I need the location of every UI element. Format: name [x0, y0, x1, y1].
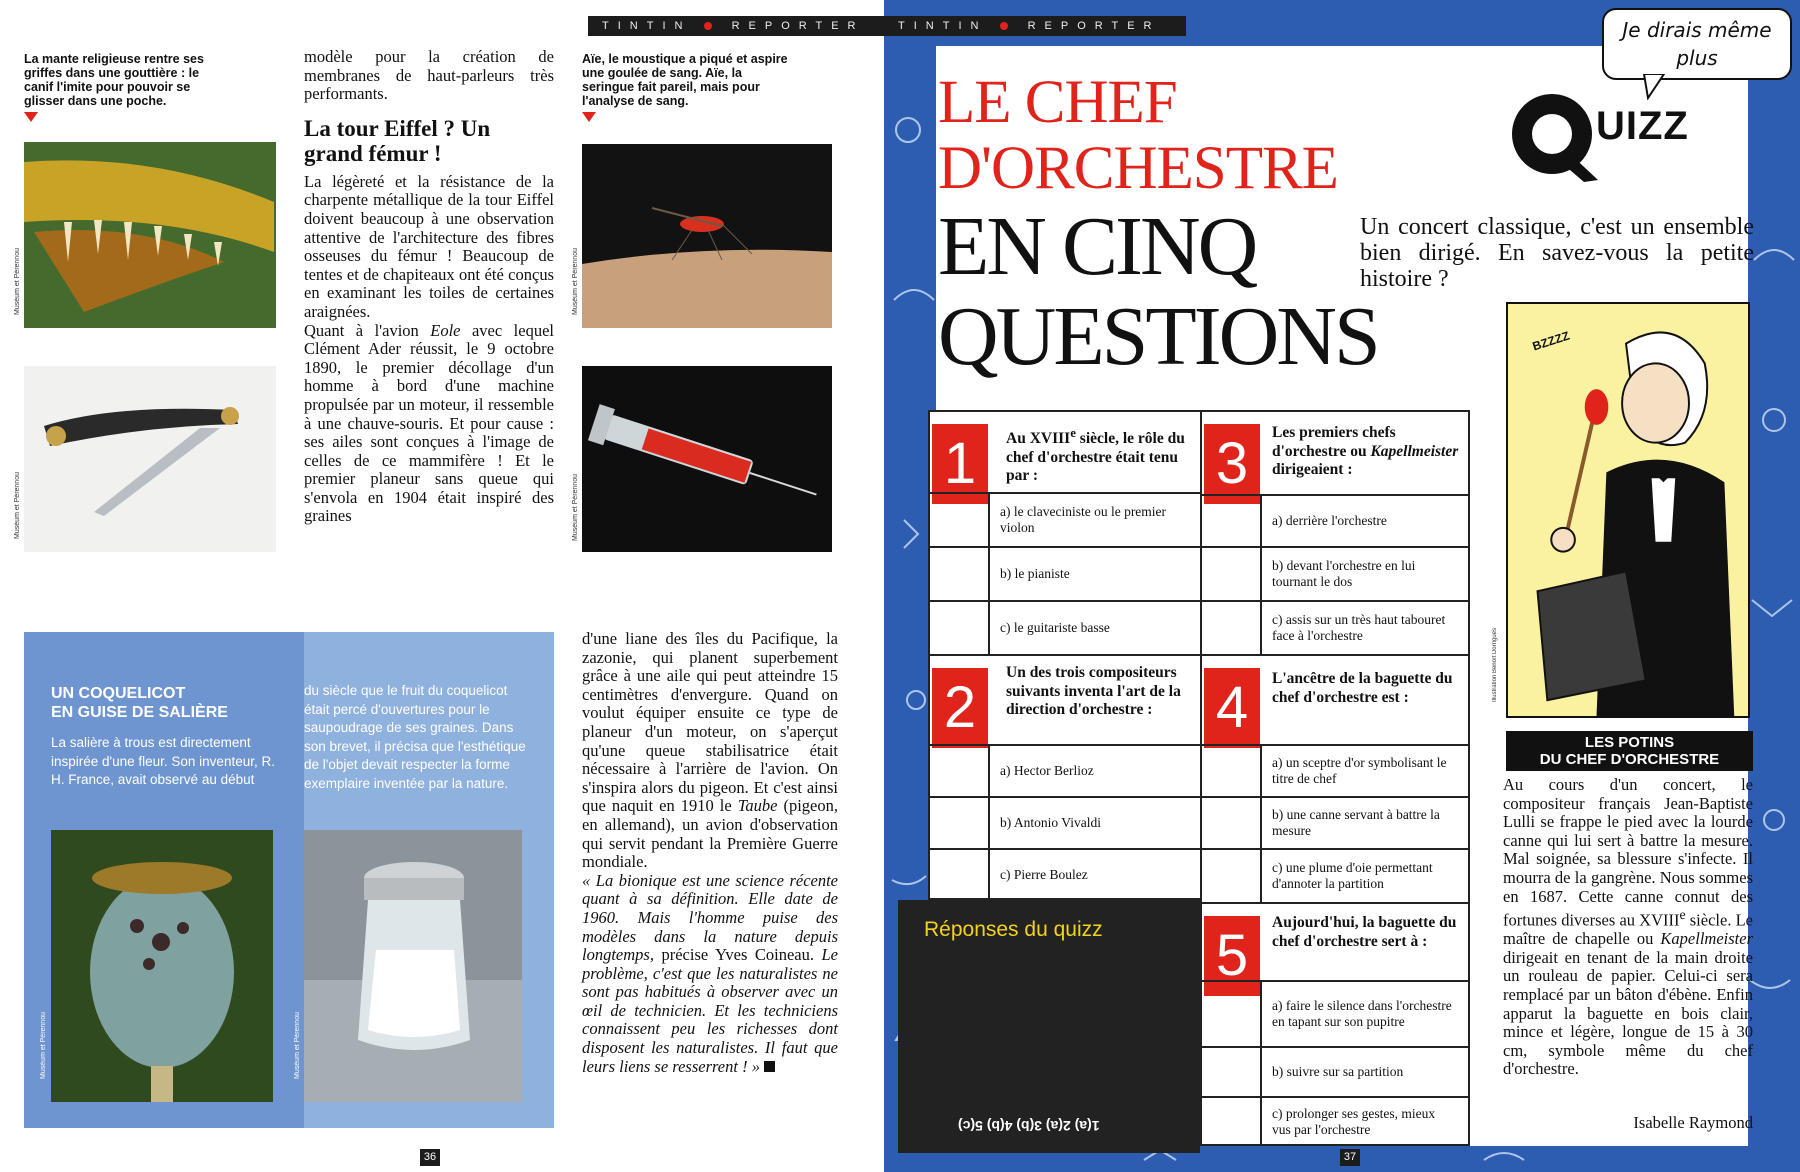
answer-checkbox[interactable] — [930, 548, 990, 600]
q3-text-a: Les premiers chefs d'orchestre ou — [1272, 424, 1396, 460]
quote-a: « La bionique est une science récente quant à sa définition. Elle date de 1960. Mais l'homme puise des modèles dans la nature depuis longtemps, — [582, 870, 838, 965]
potins-title-line2: DU CHEF D'ORCHESTRE — [1539, 751, 1720, 768]
potins-sup: e — [1679, 907, 1686, 923]
shaker-credit: Muséum et Pérennou — [294, 1012, 301, 1079]
answer-3a-text: a) derrière l'orchestre — [1272, 513, 1387, 528]
answer-1c[interactable] — [930, 600, 1200, 654]
poppy-pod-photo — [51, 830, 273, 1102]
potins-author: Isabelle Raymond — [1633, 1113, 1753, 1132]
answer-5c[interactable] — [1202, 1096, 1468, 1146]
eole-italic: Eole — [430, 320, 461, 340]
page-number-right: 37 — [1340, 1149, 1360, 1166]
caption-marker-icon — [582, 112, 596, 122]
quiz-column-right — [1200, 410, 1470, 1146]
title-line-3: EN CINQ — [938, 200, 1256, 293]
sound-effect: BZZZZ — [1530, 328, 1572, 354]
answer-2b[interactable] — [930, 796, 1200, 848]
question-1 — [930, 412, 1200, 654]
eiffel-paragraph-2 — [304, 322, 554, 527]
left-page — [0, 0, 884, 1172]
answer-5a-text: a) faire le silence dans l'orchestre en tapant sur son pupitre — [1272, 998, 1452, 1029]
series-word-reporter: REPORTER — [1027, 20, 1161, 32]
poppy-credit: Muséum et Pérennou — [40, 1012, 47, 1079]
mosquito-caption: Aïe, le moustique a piqué et aspire une goulée de sang. Aïe, la seringue fait pareil, mais pour l'analyse de sang. — [582, 52, 788, 108]
title-line-2: D'ORCHESTRE — [938, 135, 1338, 202]
answers-title: Réponses du quizz — [924, 918, 1103, 941]
coquelicot-title-line1: UN COQUELICOT — [51, 685, 186, 702]
question-5 — [1202, 902, 1468, 1146]
quiz-title — [938, 70, 1378, 382]
series-word-tintin: TINTIN — [898, 20, 988, 32]
eiffel-p2-a: Quant à l'avion — [304, 320, 431, 340]
q1-sup: e — [1070, 425, 1076, 440]
answer-2c[interactable] — [930, 848, 1200, 900]
answer-checkbox[interactable] — [1202, 1048, 1262, 1096]
knife-photo — [24, 366, 276, 552]
coquelicot-title — [51, 684, 228, 722]
column3-paragraph — [582, 630, 838, 872]
answer-5b-text: b) suivre sur sa partition — [1272, 1064, 1404, 1079]
eiffel-heading: La tour Eiffel ? Un grand fémur ! — [304, 115, 491, 166]
q1-text-b: siècle, le rôle du chef d'orchestre était tenu par : — [1006, 430, 1185, 485]
answer-3b[interactable] — [1202, 546, 1468, 600]
q3-text-b: dirigeaient : — [1272, 461, 1353, 478]
answer-checkbox[interactable] — [930, 850, 990, 900]
answer-1b[interactable] — [930, 546, 1200, 600]
answer-2c-text: c) Pierre Boulez — [1000, 867, 1088, 882]
answer-5a[interactable] — [1202, 980, 1468, 1046]
coquelicot-text-left: La salière à trous est directement inspirée d'une fleur. Son inventeur, R. H. France, avait observé au début — [51, 735, 275, 787]
question-number-1: 1 — [932, 424, 988, 504]
answer-2a[interactable] — [930, 744, 1200, 796]
column3-b: (pigeon, en allemand), un avion d'observation qui servit pendant la Première Guerre mondiale. — [582, 796, 839, 872]
mantis-credit: Muséum et Pérennou — [14, 248, 21, 315]
illustration-credit: Illustration Benoît Dorrigues — [1492, 628, 1498, 703]
potins-title — [1506, 731, 1753, 771]
caption-marker-icon — [24, 112, 38, 122]
title-line-4: QUESTIONS — [938, 290, 1378, 383]
syringe-credit: Muséum et Pérennou — [572, 474, 579, 541]
answer-checkbox[interactable] — [930, 494, 990, 546]
answer-checkbox[interactable] — [1202, 982, 1262, 1046]
series-word-reporter: REPORTER — [731, 20, 865, 32]
kapellmeister-italic: Kapellmeister — [1660, 929, 1753, 949]
answer-checkbox[interactable] — [930, 798, 990, 848]
question-number-3: 3 — [1204, 424, 1260, 504]
series-header — [588, 16, 884, 36]
speech-bubble: Je dirais même plus — [1602, 8, 1792, 80]
series-header-right — [884, 16, 1186, 36]
eiffel-p2-b: avec lequel Clément Ader réussit, le 9 octobre 1890, le premier décollage d'un homme à bord d'une machine propulsée par un moteur, il ressemble à une chauve-souris. Et pour cause : ses ailes sont conçues à l'image de celles de ce mammifère ! Et le premier planeur sans queue qui s'envola en 1904 était inspiré des graines — [304, 320, 554, 526]
answer-1a[interactable] — [930, 492, 1200, 546]
question-4-text: L'ancêtre de la baguette du chef d'orchestre est : — [1272, 670, 1453, 706]
answers-key: 1(a) 2(a) 3(b) 4(b) 5(c) — [958, 1118, 1100, 1134]
q1-text-a: Au XVIII — [1006, 430, 1071, 448]
answer-checkbox[interactable] — [1202, 850, 1262, 902]
potins-title-line1: LES POTINS — [1584, 734, 1675, 751]
answer-4b[interactable] — [1202, 796, 1468, 848]
column1-continued-text: modèle pour la création de membranes de haut-parleurs très performants. — [304, 47, 554, 104]
quizz-logo — [1506, 92, 1696, 182]
answer-checkbox[interactable] — [1202, 496, 1262, 546]
answer-checkbox[interactable] — [930, 746, 990, 796]
coineau-quote — [582, 872, 838, 1077]
answer-5c-text: c) prolonger ses gestes, mieux vus par l'orchestre — [1272, 1106, 1436, 1137]
salt-shaker-photo — [304, 830, 522, 1102]
quiz-column-left — [928, 410, 1202, 900]
answer-1a-text: a) le claveciniste ou le premier violon — [1000, 504, 1167, 535]
answer-checkbox[interactable] — [1202, 602, 1262, 654]
answer-2b-text: b) Antonio Vivaldi — [1000, 815, 1101, 830]
title-line-1: LE CHEF — [938, 69, 1177, 136]
answer-3c-text: c) assis sur un très haut tabouret face à l'orchestre — [1272, 612, 1446, 643]
answer-1c-text: c) le guitariste basse — [1000, 620, 1110, 635]
answer-checkbox[interactable] — [1202, 746, 1262, 796]
question-1-text — [1006, 424, 1192, 486]
series-dot-icon — [1000, 22, 1008, 30]
answer-1b-text: b) le pianiste — [1000, 566, 1070, 581]
answer-3a[interactable] — [1202, 494, 1468, 546]
answer-5b[interactable] — [1202, 1046, 1468, 1096]
column3-a: d'une liane des îles du Pacifique, la zazonie, qui planent superbement grâce à une aile qui peut atteindre 15 centimètres d'envergure. Quand on voulut équiper ensuite ce type de planeur d'un moteur, on s'aperçut qu'une queue stabilisatrice était nécessaire à l'arrière de l'avion. On s'inspira alors du pigeon. Et c'est ainsi que naquit en 1910 le — [582, 629, 838, 816]
question-number-5: 5 — [1204, 916, 1260, 996]
coquelicot-title-line2: EN GUISE DE SALIÈRE — [51, 704, 228, 721]
series-dot-icon — [704, 22, 712, 30]
answer-4a[interactable] — [1202, 744, 1468, 796]
question-2 — [930, 654, 1200, 900]
question-2-text: Un des trois compositeurs suivants inventa l'art de la direction d'orchestre : — [1006, 664, 1181, 718]
end-mark-icon — [764, 1061, 775, 1072]
knife-credit: Muséum et Pérennou — [14, 472, 21, 539]
answer-checkbox[interactable] — [1202, 1098, 1262, 1146]
answer-3b-text: b) devant l'orchestre en lui tournant le dos — [1272, 558, 1416, 589]
quote-b: précise Yves Coineau. — [653, 945, 822, 965]
bionics-column-3 — [582, 630, 838, 1076]
bionics-column-1 — [304, 48, 554, 526]
mosquito-credit: Muséum et Pérennou — [572, 248, 579, 315]
series-word-tintin: TINTIN — [602, 20, 692, 32]
answer-4a-text: a) un sceptre d'or symbolisant le titre de chef — [1272, 755, 1447, 786]
quiz-intro: Un concert classique, c'est un ensemble bien dirigé. En savez-vous la petite histoire ? — [1360, 214, 1754, 292]
answer-4b-text: b) une canne servant à battre la mesure — [1272, 807, 1440, 838]
potins-c: dirigeait en tenant de la main droite un rouleau de papier. Celui-ci sera remplacé par un bâton d'ébène. Enfin apparut la baguette en bois clair, mince et légère, longue de 15 à 30 cm, symbole même du chef d'orchestre. — [1503, 947, 1753, 1079]
answer-3c[interactable] — [1202, 600, 1468, 654]
answer-checkbox[interactable] — [930, 602, 990, 654]
eiffel-paragraph-1: La légèreté et la résistance de la charpente métallique de la tour Eiffel doivent beaucoup à une observation attentive de l'architecture des fibres osseuses du fémur ! Beaucoup de tentes et de chapiteaux ont été conçus en examinant les toiles de certaines araignées. — [304, 171, 554, 321]
coquelicot-text-right: du siècle que le fruit du coquelicot était percé d'ouvertures pour le saupoudrage de ses graines. Dans son brevet, il précisa que l'esthétique de l'objet devait respecter la forme exemplaire inventée par la nature. — [304, 683, 526, 791]
question-number-4: 4 — [1204, 668, 1260, 748]
page-number-left: 36 — [420, 1149, 440, 1166]
answers-box — [898, 900, 1200, 1153]
quizz-logo-text: UIZZ — [1596, 104, 1689, 148]
mosquito-photo — [582, 144, 832, 328]
answer-4c[interactable] — [1202, 848, 1468, 902]
question-3 — [1202, 412, 1468, 654]
answer-checkbox[interactable] — [1202, 548, 1262, 600]
mantis-photo — [24, 142, 276, 328]
question-number-2: 2 — [932, 668, 988, 748]
mantis-caption: La mante religieuse rentre ses griffes dans une gouttière : le canif l'imite pour pouvoir se glisser dans une poche. — [24, 52, 204, 108]
question-5-text: Aujourd'hui, la baguette du chef d'orchestre sert à : — [1272, 914, 1457, 950]
answer-4c-text: c) une plume d'oie permettant d'annoter la partition — [1272, 860, 1433, 891]
taube-italic: Taube — [737, 796, 778, 816]
answer-checkbox[interactable] — [1202, 798, 1262, 848]
potins-text — [1503, 776, 1753, 1079]
coquelicot-box — [24, 632, 554, 1128]
potins-a: Au cours d'un concert, le compositeur français Jean-Baptiste Lulli se frappe le pied avec la lourde canne qui lui sert à battre la mesure. Mal soignée, sa blessure s'infecte. Il mourra de la gangrène. Nous sommes en 1687. Cette canne connut des fortunes diverses au XVIII — [1503, 775, 1753, 930]
conductor-illustration — [1506, 302, 1750, 718]
quote-c: Le problème, c'est que les naturalistes ne sont pas habitués à observer avec un œil de technicien. Et les techniciens connaissent peu les richesses dont disposent les naturalistes. Il faut que leurs liens se resserrent ! » — [582, 945, 838, 1076]
question-4 — [1202, 654, 1468, 902]
syringe-photo — [582, 366, 832, 552]
answer-2a-text: a) Hector Berlioz — [1000, 763, 1094, 778]
question-3-text — [1272, 424, 1460, 480]
potins-b: siècle. Le maître de chapelle ou — [1503, 910, 1754, 949]
q3-italic: Kapellmeister — [1370, 442, 1459, 460]
